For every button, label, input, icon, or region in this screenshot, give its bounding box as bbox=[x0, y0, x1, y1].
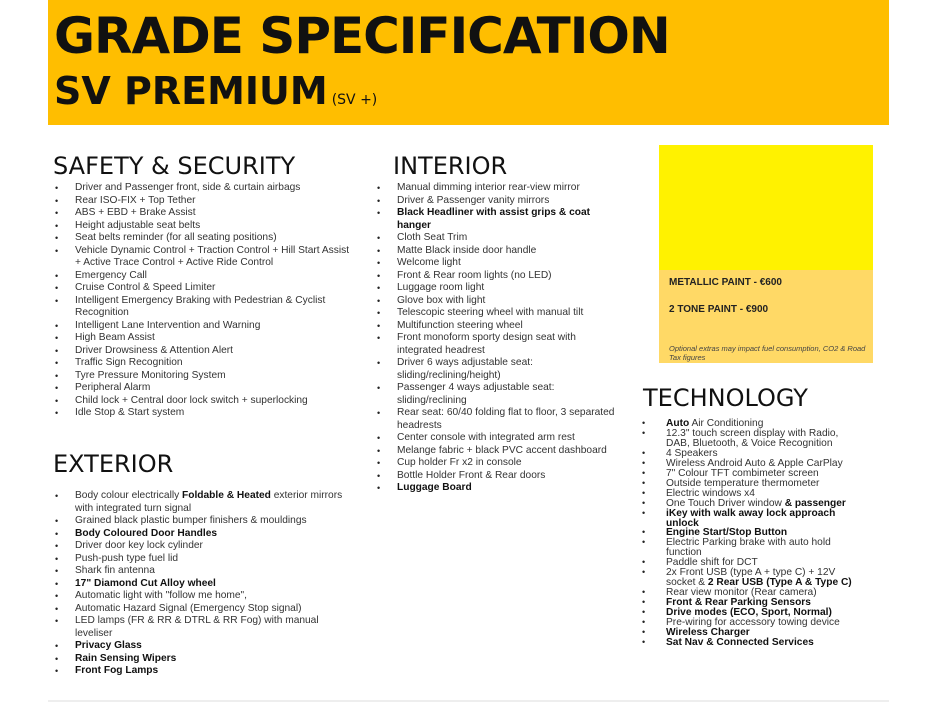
bold-text: Sat Nav & Connected Services bbox=[666, 636, 814, 648]
item-text: Electric Parking brake with auto hold function bbox=[666, 537, 831, 559]
two-tone-paint-price: 2 TONE PAINT - €900 bbox=[669, 304, 769, 315]
list-item bbox=[375, 257, 620, 270]
list-item bbox=[375, 295, 620, 308]
list-item bbox=[375, 357, 620, 382]
list-item bbox=[53, 370, 353, 383]
list-item bbox=[53, 407, 353, 420]
item-text: Passenger 4 ways adjustable seat: sliding/reclining bbox=[397, 382, 555, 406]
bold-text: 2 Rear USB (Type A & Type C) bbox=[707, 577, 852, 589]
list-item bbox=[53, 565, 353, 578]
item-text: Paddle shift for DCT bbox=[666, 557, 758, 569]
item-text: Air Conditioning bbox=[689, 418, 764, 429]
item-text: Matte Black inside door handle bbox=[397, 244, 537, 256]
paint-options-box bbox=[659, 145, 873, 363]
item-text: Luggage room light bbox=[397, 282, 485, 293]
bold-text: Drive modes (ECO, Sport, Normal) bbox=[666, 607, 832, 619]
bold-text: iKey with walk away lock approach unlock bbox=[666, 507, 836, 529]
list-item bbox=[375, 445, 620, 458]
page-title: GRADE SPECIFICATION bbox=[54, 7, 670, 65]
item-text: Manual dimming interior rear-view mirror bbox=[397, 182, 580, 193]
list-item bbox=[53, 603, 353, 616]
bold-text: Privacy Glass bbox=[75, 640, 142, 651]
item-text: Driver and Passenger front, side & curtain airbags bbox=[75, 182, 301, 193]
bold-text: Luggage Board bbox=[397, 482, 472, 493]
list-item bbox=[53, 540, 353, 553]
item-text: ABS + EBD + Brake Assist bbox=[75, 207, 196, 218]
item-text: Wireless Android Auto & Apple CarPlay bbox=[666, 457, 843, 469]
list-item bbox=[642, 568, 854, 588]
item-text: Automatic light with "follow me home", bbox=[75, 590, 247, 601]
list-item bbox=[375, 457, 620, 470]
technology-list bbox=[642, 419, 854, 648]
list-item bbox=[375, 470, 620, 483]
list-item bbox=[53, 528, 353, 541]
item-text: Rear ISO-FIX + Top Tether bbox=[75, 194, 196, 206]
item-text: Bottle Holder Front & Rear doors bbox=[397, 469, 546, 481]
item-text: Peripheral Alarm bbox=[75, 382, 151, 393]
list-item bbox=[53, 665, 353, 678]
list-item bbox=[53, 515, 353, 528]
safety-list bbox=[53, 182, 353, 420]
list-item bbox=[642, 429, 854, 449]
list-item bbox=[642, 638, 854, 648]
list-item bbox=[53, 282, 353, 295]
list-item bbox=[53, 553, 353, 566]
item-text: Driver Drowsiness & Attention Alert bbox=[75, 344, 233, 356]
item-text: Seat belts reminder (for all seating positions) bbox=[75, 232, 277, 243]
item-text: exterior mirrors with integrated turn signal bbox=[75, 490, 343, 514]
bold-text: Front Fog Lamps bbox=[75, 665, 159, 676]
list-item bbox=[375, 482, 620, 495]
list-item bbox=[53, 195, 353, 208]
list-item bbox=[53, 220, 353, 233]
bold-text: & passenger bbox=[784, 497, 846, 509]
list-item bbox=[53, 295, 353, 320]
item-text: 7" Colour TFT combimeter screen bbox=[666, 467, 819, 479]
item-text: Idle Stop & Start system bbox=[75, 407, 185, 418]
item-text: Cup holder Fr x2 in console bbox=[397, 457, 522, 468]
list-item bbox=[375, 332, 620, 357]
item-text: Telescopic steering wheel with manual tilt bbox=[397, 307, 584, 318]
item-text: Vehicle Dynamic Control + Traction Control + Hill Start Assist + Active Trace Control + Active Ride Control bbox=[75, 244, 350, 268]
item-text: Driver 6 ways adjustable seat: sliding/reclining/height) bbox=[397, 357, 533, 381]
grade-title bbox=[54, 68, 377, 123]
list-item bbox=[642, 538, 854, 558]
list-item bbox=[53, 382, 353, 395]
item-text: Body colour electrically bbox=[75, 490, 183, 501]
list-item bbox=[53, 245, 353, 270]
item-text: Height adjustable seat belts bbox=[75, 219, 201, 231]
item-text: Driver & Passenger vanity mirrors bbox=[397, 194, 550, 206]
item-text: Grained black plastic bumper finishers & mouldings bbox=[75, 515, 307, 526]
item-text: LED lamps (FR & RR & DTRL & RR Fog) with manual leveliser bbox=[75, 615, 319, 639]
item-text: Traffic Sign Recognition bbox=[75, 357, 183, 368]
item-text: 12.3" touch screen display with Radio, DAB, Bluetooth, & Voice Recognition bbox=[666, 427, 839, 449]
list-item bbox=[375, 270, 620, 283]
exterior-heading: EXTERIOR bbox=[53, 450, 174, 478]
list-item bbox=[53, 590, 353, 603]
list-item bbox=[375, 282, 620, 295]
item-text: Child lock + Central door lock switch + superlocking bbox=[75, 394, 308, 406]
item-text: Cruise Control & Speed Limiter bbox=[75, 282, 216, 293]
item-text: 2x Front USB (type A + type C) + 12V socket & bbox=[666, 567, 836, 589]
list-item bbox=[375, 207, 620, 232]
list-item bbox=[53, 490, 353, 515]
item-text: Intelligent Emergency Braking with Pedestrian & Cyclist Recognition bbox=[75, 294, 326, 318]
bold-text: Rain Sensing Wipers bbox=[75, 652, 177, 664]
bottom-divider bbox=[48, 700, 889, 702]
grade-code: (SV +) bbox=[331, 92, 378, 108]
grade-name: SV PREMIUM bbox=[54, 69, 328, 113]
item-text: Shark fin antenna bbox=[75, 565, 155, 576]
list-item bbox=[53, 182, 353, 195]
exterior-list bbox=[53, 490, 353, 678]
item-text: Emergency Call bbox=[75, 269, 147, 281]
item-text: Front monoform sporty design seat with integrated headrest bbox=[397, 332, 576, 356]
list-item bbox=[375, 245, 620, 258]
bold-text: Black Headliner with assist grips & coat hanger bbox=[397, 207, 591, 231]
item-text: Tyre Pressure Monitoring System bbox=[75, 369, 226, 381]
list-item bbox=[53, 332, 353, 345]
paint-disclaimer: Optional extras may impact fuel consumption, CO2 & Road Tax figures bbox=[669, 344, 866, 362]
list-item bbox=[53, 207, 353, 220]
list-item bbox=[53, 320, 353, 333]
list-item bbox=[375, 195, 620, 208]
bold-text: Front & Rear Parking Sensors bbox=[666, 597, 811, 609]
item-text: 4 Speakers bbox=[666, 447, 718, 459]
item-text: Pre-wiring for accessory towing device bbox=[666, 617, 840, 629]
list-item bbox=[642, 509, 854, 529]
list-item bbox=[375, 232, 620, 245]
bold-text: 17" Diamond Cut Alloy wheel bbox=[75, 577, 216, 589]
interior-heading: INTERIOR bbox=[393, 152, 508, 180]
item-text: Multifunction steering wheel bbox=[397, 319, 523, 331]
item-text: Cloth Seat Trim bbox=[397, 232, 468, 243]
metallic-paint-price: METALLIC PAINT - €600 bbox=[669, 277, 782, 288]
item-text: Melange fabric + black PVC accent dashboard bbox=[397, 444, 607, 456]
technology-heading: TECHNOLOGY bbox=[643, 384, 808, 412]
bold-text: Foldable & Heated bbox=[182, 490, 271, 501]
list-item bbox=[53, 345, 353, 358]
list-item bbox=[53, 615, 353, 640]
list-item bbox=[375, 382, 620, 407]
list-item bbox=[53, 232, 353, 245]
bold-text: Engine Start/Stop Button bbox=[666, 527, 788, 539]
item-text: Welcome light bbox=[397, 257, 461, 268]
list-item bbox=[375, 432, 620, 445]
list-item bbox=[375, 407, 620, 432]
item-text: Intelligent Lane Intervention and Warning bbox=[75, 319, 261, 331]
item-text: Electric windows x4 bbox=[666, 487, 755, 499]
bold-text: Wireless Charger bbox=[666, 627, 750, 639]
list-item bbox=[53, 395, 353, 408]
item-text: Rear view monitor (Rear camera) bbox=[666, 587, 817, 599]
paint-swatch bbox=[659, 145, 873, 270]
title-banner bbox=[48, 0, 889, 125]
item-text: Center console with integrated arm rest bbox=[397, 432, 575, 443]
list-item bbox=[375, 182, 620, 195]
list-item bbox=[53, 357, 353, 370]
bold-text: Auto bbox=[666, 418, 690, 429]
list-item bbox=[53, 270, 353, 283]
item-text: Push-push type fuel lid bbox=[75, 552, 179, 564]
list-item bbox=[375, 307, 620, 320]
item-text: Glove box with light bbox=[397, 294, 486, 306]
bold-text: Body Coloured Door Handles bbox=[75, 527, 218, 539]
list-item bbox=[375, 320, 620, 333]
item-text: Outside temperature thermometer bbox=[666, 477, 820, 489]
item-text: High Beam Assist bbox=[75, 332, 155, 343]
safety-heading: SAFETY & SECURITY bbox=[53, 152, 296, 180]
item-text: Automatic Hazard Signal (Emergency Stop signal) bbox=[75, 602, 302, 614]
list-item bbox=[53, 640, 353, 653]
list-item bbox=[53, 653, 353, 666]
interior-list bbox=[375, 182, 620, 495]
item-text: Rear seat: 60/40 folding flat to floor, 3 separated headrests bbox=[397, 407, 615, 431]
item-text: Front & Rear room lights (no LED) bbox=[397, 269, 552, 281]
item-text: One Touch Driver window bbox=[666, 497, 785, 509]
list-item bbox=[53, 578, 353, 591]
item-text: Driver door key lock cylinder bbox=[75, 540, 203, 551]
